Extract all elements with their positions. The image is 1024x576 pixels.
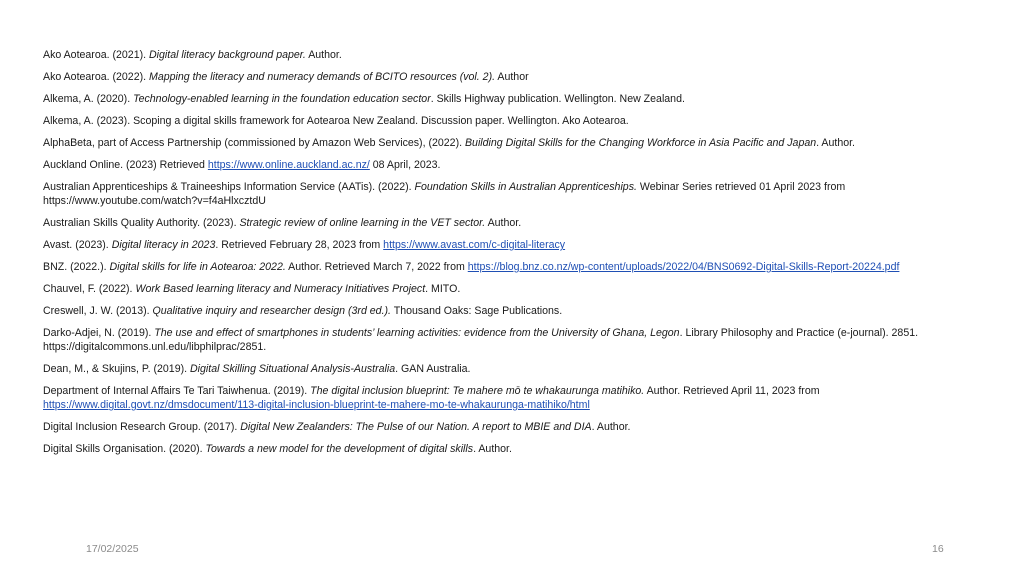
reference-text: Author. [305,49,342,61]
reference-text: . Retrieved February 28, 2023 from [215,239,384,251]
reference-title: Towards a new model for the development of digital skills [205,443,474,455]
reference-text: Ako Aotearoa. (2022). [43,71,150,83]
reference-text: Thousand Oaks: Sage Publications. [390,305,563,317]
reference-title: Digital New Zealanders: The Pulse of our Nation. A report to MBIE and DIA [240,421,592,433]
reference-entry [43,326,923,354]
reference-entry [43,362,923,376]
reference-title: Strategic review of online learning in the VET sector. [239,217,486,229]
reference-title: Digital Skilling Situational Analysis-Australia [190,363,396,375]
reference-entry [43,216,923,230]
slide-date: 17/02/2025 [86,543,139,555]
reference-list [43,48,923,464]
reference-link[interactable]: https://blog.bnz.co.nz/wp-content/uploads/2022/04/BNS0692-Digital-Skills-Report-20224.pdf [467,261,900,273]
reference-link[interactable]: https://www.avast.com/c-digital-literacy [383,239,566,251]
reference-link[interactable]: https://www.online.auckland.ac.nz/ [207,159,370,171]
reference-text: Alkema, A. (2020). [43,93,134,105]
reference-text: Avast. (2023). [43,239,112,251]
reference-text: Australian Skills Quality Authority. (2023). [43,217,240,229]
reference-text: Author [495,71,529,83]
reference-text: Chauvel, F. (2022). [43,283,136,295]
reference-text: 08 April, 2023. [369,159,441,171]
reference-title: Digital literacy in 2023 [111,239,216,251]
reference-link[interactable]: https://www.digital.govt.nz/dmsdocument/113-digital-inclusion-blueprint-te-mahere-mo-te-whakaurunga-matihiko/html [43,399,590,411]
reference-title: Digital skills for life in Aotearoa: 2022. [109,261,286,273]
reference-text: . Skills Highway publication. Wellington. New Zealand. [430,93,685,105]
reference-entry [43,442,923,456]
reference-title: Mapping the literacy and numeracy demands of BCITO resources (vol. 2). [149,71,496,83]
reference-text: Digital Skills Organisation. (2020). [43,443,206,455]
reference-text: Webinar Series retrieved 01 April 2023 from https://www.youtube.com/watch?v=f4aHlxcztdU [43,181,846,207]
reference-text: . Author. [591,421,631,433]
reference-title: Digital literacy background paper. [149,49,306,61]
reference-text: Auckland Online. (2023) Retrieved [43,159,208,171]
reference-text: Creswell, J. W. (2013). [43,305,153,317]
reference-text: Author. [485,217,522,229]
reference-entry [43,238,923,252]
reference-text: AlphaBeta, part of Access Partnership (commissioned by Amazon Web Services), (2022). [43,137,465,149]
reference-entry [43,282,923,296]
reference-entry [43,384,923,412]
reference-title: Qualitative inquiry and researcher design (3rd ed.). [152,305,391,317]
reference-text: Author. Retrieved March 7, 2022 from [285,261,468,273]
reference-text: . Author. [816,137,855,149]
reference-title: Work Based learning literacy and Numeracy Initiatives Project [135,283,426,295]
slide-number: 16 [932,543,944,555]
reference-title: Building Digital Skills for the Changing Workforce in Asia Pacific and Japan [464,137,817,149]
reference-entry [43,114,923,128]
reference-text: Australian Apprenticeships & Traineeships Information Service (AATis). (2022). [43,181,415,193]
reference-text: Digital Inclusion Research Group. (2017). [43,421,241,433]
reference-text: Author. Retrieved April 11, 2023 from [644,385,820,397]
reference-entry [43,180,923,208]
reference-entry [43,420,923,434]
reference-entry [43,260,923,274]
reference-title: The use and effect of smartphones in students’ learning activities: evidence from the University of Ghana, Legon [154,327,680,339]
reference-text: Dean, M., & Skujins, P. (2019). [43,363,191,375]
reference-title: The digital inclusion blueprint: Te mahere mō te whakaurunga matihiko. [310,385,645,397]
reference-entry [43,158,923,172]
reference-entry [43,48,923,62]
reference-title: Technology-enabled learning in the foundation education sector [133,93,431,105]
reference-text: Ako Aotearoa. (2021). [43,49,150,61]
reference-entry [43,92,923,106]
reference-text: . Author. [473,443,512,455]
reference-entry [43,136,923,150]
reference-text: Darko-Adjei, N. (2019). [43,327,155,339]
reference-text: Alkema, A. (2023). Scoping a digital skills framework for Aotearoa New Zealand. Discussion paper. Wellington. Ako Aotearoa. [43,115,629,127]
reference-title: Foundation Skills in Australian Apprenticeships. [414,181,637,193]
reference-entry [43,70,923,84]
reference-text: . GAN Australia. [395,363,471,375]
reference-entry [43,304,923,318]
reference-text: Department of Internal Affairs Te Tari Taiwhenua. (2019). [43,385,311,397]
reference-text: . MITO. [425,283,461,295]
reference-text: . Library Philosophy and Practice (e-journal). 2851. https://digitalcommons.unl.edu/libphilprac/2851. [43,327,919,353]
reference-text: BNZ. (2022.). [43,261,110,273]
